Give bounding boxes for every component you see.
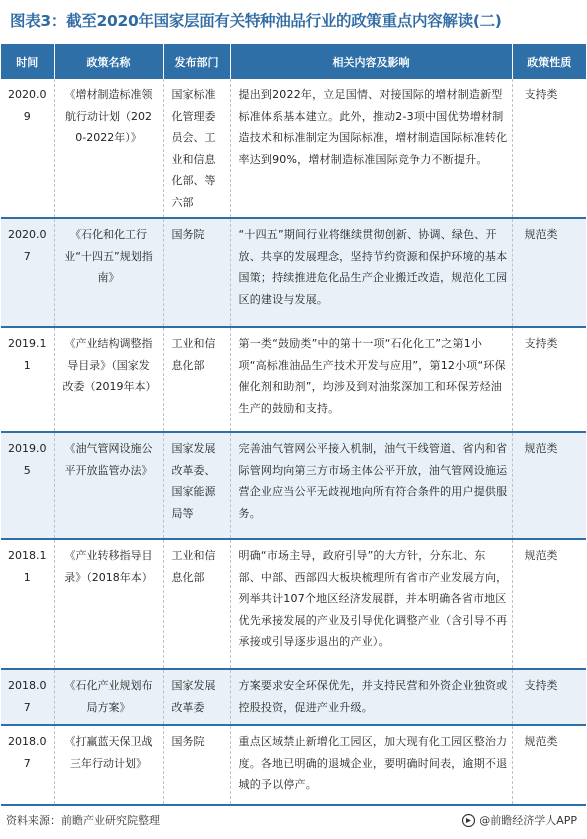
cell-department: 工业和信息化部: [163, 327, 230, 432]
footer-divider: [1, 804, 586, 805]
cell-department: 国务院: [163, 218, 230, 327]
table-row: [1, 327, 586, 432]
cell-date: 2019.11: [1, 327, 54, 432]
cell-department: 国家发展改革委、国家能源局等: [163, 432, 230, 539]
cell-date: 2018.11: [1, 539, 54, 669]
cell-policy-name: 《产业结构调整指导目录》（国家发改委（2019年本）: [54, 327, 163, 432]
table-row: [1, 79, 586, 218]
cell-date: 2019.05: [1, 432, 54, 539]
cell-policy-name: 《石化产业规划布局方案》: [54, 669, 163, 725]
header-content: 相关内容及影响: [230, 44, 512, 79]
cell-content: 完善油气管网公平接入机制，油气干线管道、省内和省际管网均向第三方市场主体公平开放，油气管网设施运营企业应当公平无歧视地向所有符合条件的用户提供服务。: [230, 432, 512, 539]
cell-nature: 规范类: [512, 218, 586, 327]
header-policy-name: 政策名称: [54, 44, 163, 79]
cell-content: 方案要求安全环保优先，并支持民营和外资企业独资或控股投资，促进产业升级。: [230, 669, 512, 725]
cell-policy-name: 《产业转移指导目录》（2018年本）: [54, 539, 163, 669]
cell-date: 2018.07: [1, 669, 54, 725]
cell-nature: 支持类: [512, 327, 586, 432]
table-row: [1, 669, 586, 725]
cell-date: 2020.09: [1, 79, 54, 218]
cell-nature: 规范类: [512, 432, 586, 539]
cell-content: 第一类“鼓励类”中的第十一项“石化化工”之第1小项“高标准油品生产技术开发与应用”，第12小项“环保催化剂和助剂”，均涉及到对油浆深加工和环保芳烃油生产的鼓励和支持。: [230, 327, 512, 432]
cell-date: 2018.07: [1, 725, 54, 805]
figure-footer: [0, 804, 587, 839]
cell-department: 工业和信息化部: [163, 539, 230, 669]
policy-table: [1, 44, 586, 806]
qianzhan-logo-icon: [462, 814, 475, 827]
table-row: [1, 218, 586, 327]
cell-nature: 规范类: [512, 539, 586, 669]
cell-policy-name: 《增材制造标准领航行动计划（2020-2022年）》: [54, 79, 163, 218]
table-header-row: [1, 44, 586, 79]
header-department: 发布部门: [163, 44, 230, 79]
cell-policy-name: 《石化和化工行业“十四五”规划指南》: [54, 218, 163, 327]
header-nature: 政策性质: [512, 44, 586, 79]
cell-nature: 规范类: [512, 725, 586, 805]
cell-date: 2020.07: [1, 218, 54, 327]
cell-nature: 支持类: [512, 669, 586, 725]
cell-department: 国家标准化管理委员会、工业和信息化部、等六部: [163, 79, 230, 218]
cell-policy-name: 《打赢蓝天保卫战三年行动计划》: [54, 725, 163, 805]
cell-policy-name: 《油气管网设施公平开放监管办法》: [54, 432, 163, 539]
brand-text: @前瞻经济学人APP: [479, 814, 577, 827]
source-note: 资料来源：前瞻产业研究院整理: [6, 814, 160, 827]
table-row: [1, 432, 586, 539]
cell-department: 国务院: [163, 725, 230, 805]
brand-credit: [462, 812, 577, 828]
cell-nature: 支持类: [512, 79, 586, 218]
header-date: 时间: [1, 44, 54, 79]
table-row: [1, 725, 586, 805]
cell-content: “十四五”期间行业将继续贯彻创新、协调、绿色、开放、共享的发展理念，坚持节约资源和保护环境的基本国策；持续推进危化品生产企业搬迁改造，规范化工园区的建设与发展。: [230, 218, 512, 327]
cell-content: 明确“市场主导，政府引导”的大方针，分东北、东部、中部、西部四大板块梳理所有省市产业发展方向，列举共计107个地区经济发展群，并本明确各省市地区优先承接发展的产业及引导优化调整产业（含引导不再承接或引导逐步退出的产业）。: [230, 539, 512, 669]
cell-department: 国家发展改革委: [163, 669, 230, 725]
cell-content: 重点区域禁止新增化工园区，加大现有化工园区整治力度。各地已明确的退城企业，要明确时间表，逾期不退城的予以停产。: [230, 725, 512, 805]
table-row: [1, 539, 586, 669]
figure-title: 图表3：截至2020年国家层面有关特种油品行业的政策重点内容解读(二): [10, 12, 502, 30]
cell-content: 提出到2022年，立足国情、对接国际的增材制造新型标准体系基本建立。此外，推动2-3项中国优势增材制造技术和标准制定为国际标准，增材制造国际标准转化率达到90%，增材制造标准国际竞争力不断提升。: [230, 79, 512, 218]
